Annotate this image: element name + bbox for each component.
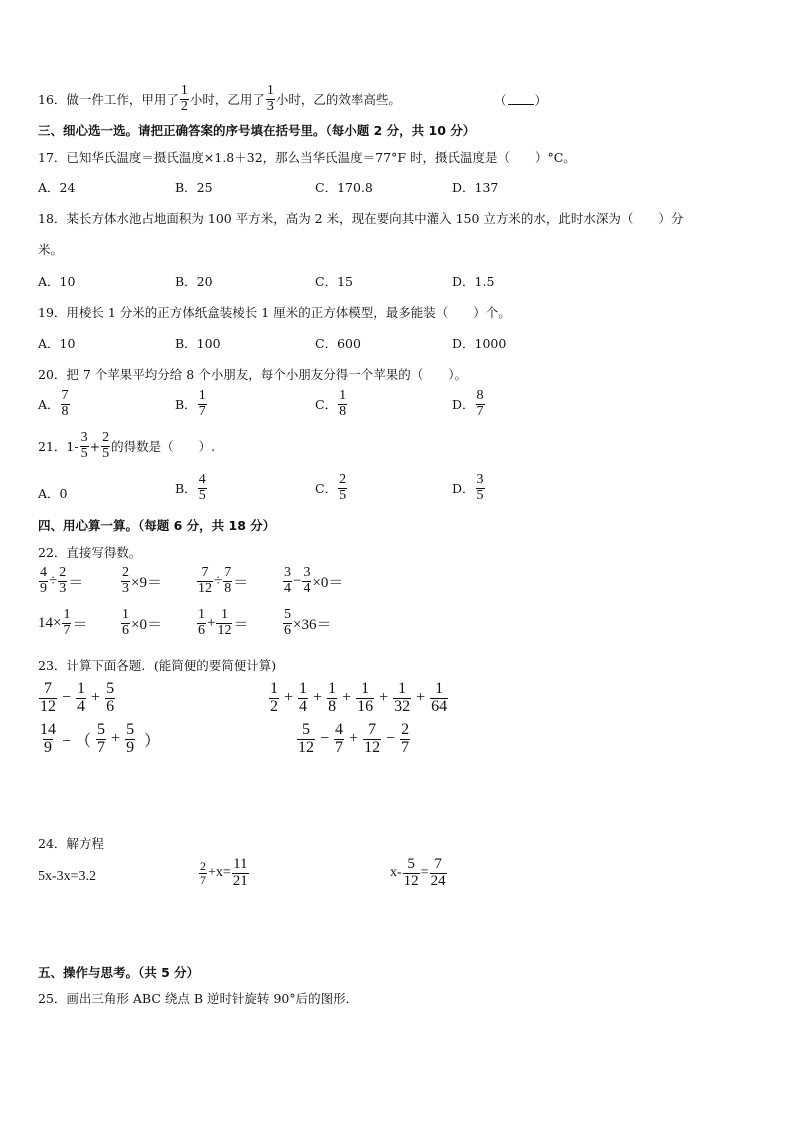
q22-expr-4: $\frac{3}{4}$ − $\frac{3}{4}$ ×0＝ bbox=[284, 565, 344, 596]
q19-option-d[interactable]: D．1000 bbox=[452, 336, 507, 351]
question-18-cont: 米。 bbox=[38, 242, 64, 257]
q19-option-a[interactable]: A．10 bbox=[38, 336, 76, 351]
q20-option-d[interactable]: D． $\frac{8}{7}$ bbox=[452, 388, 484, 419]
question-20: 20．把 7 个苹果平均分给 8 个小朋友，每个小朋友分得一个苹果的（ ）。 bbox=[38, 367, 467, 382]
q16-text-a: 16．做一件工作，甲用了 bbox=[38, 92, 179, 108]
q19-option-b[interactable]: B．100 bbox=[175, 336, 221, 351]
q17-option-d[interactable]: D．137 bbox=[452, 180, 499, 195]
section-3-heading: 三、细心选一选。请把正确答案的序号填在括号里。（每小题 2 分，共 10 分） bbox=[38, 123, 476, 138]
q17-option-a[interactable]: A．24 bbox=[38, 180, 76, 195]
q16-fraction-2: $\frac{1}{3}$ bbox=[266, 83, 274, 114]
q16-fraction-1: $\frac{1}{2}$ bbox=[180, 83, 188, 114]
section-5-heading: 五、操作与思考。（共 5 分） bbox=[38, 965, 200, 980]
question-23: 23．计算下面各题．(能简便的要简便计算) bbox=[38, 658, 277, 673]
question-22: 22．直接写得数。 bbox=[38, 545, 142, 560]
q21-option-d[interactable]: D． $\frac{3}{5}$ bbox=[452, 472, 484, 503]
q18-option-b[interactable]: B．20 bbox=[175, 274, 213, 289]
question-21: 21．1- $\frac{3}{5}$ + $\frac{2}{5}$ 的得数是（ ）. bbox=[38, 430, 216, 461]
q22-expr-7: $\frac{1}{6}$ + $\frac{1}{12}$ ＝ bbox=[198, 607, 249, 638]
question-24: 24．解方程 bbox=[38, 836, 104, 851]
q18-option-c[interactable]: C．15 bbox=[315, 274, 353, 289]
q16-text-b: 小时，乙用了 bbox=[189, 92, 265, 108]
q19-option-c[interactable]: C．600 bbox=[315, 336, 361, 351]
q17-option-b[interactable]: B．25 bbox=[175, 180, 213, 195]
q23-expr-4: $\frac{5}{12}$ − $\frac{4}{7}$ + $\frac{7}{12}$ − $\frac{2}{7}$ bbox=[298, 721, 410, 756]
question-19: 19．用棱长 1 分米的正方体纸盒装棱长 1 厘米的正方体模型，最多能装（ ）个。 bbox=[38, 305, 511, 320]
q22-expr-6: $\frac{1}{6}$ ×0＝ bbox=[122, 607, 162, 638]
q21-option-b[interactable]: B． $\frac{4}{5}$ bbox=[175, 472, 206, 503]
question-18: 18．某长方体水池占地面积为 100 平方米，高为 2 米，现在要向其中灌入 150 立方米的水，此时水深为（ ）分 bbox=[38, 211, 684, 226]
question-25: 25．画出三角形 ABC 绕点 B 逆时针旋转 90°后的图形． bbox=[38, 991, 359, 1006]
q16-text-c: 小时，乙的效率高些。 bbox=[275, 92, 401, 108]
q20-option-c[interactable]: C． $\frac{1}{8}$ bbox=[315, 388, 347, 419]
q22-expr-1: $\frac{4}{9}$ ÷ $\frac{2}{3}$ ＝ bbox=[40, 565, 84, 596]
q22-expr-5: 14× $\frac{1}{7}$ ＝ bbox=[38, 607, 88, 638]
q24-equation-3: x- $\frac{5}{12}$ = $\frac{7}{24}$ bbox=[390, 856, 446, 889]
q17-option-c[interactable]: C．170.8 bbox=[315, 180, 373, 195]
q22-expr-8: $\frac{5}{6}$ ×36＝ bbox=[284, 607, 332, 638]
q20-option-a[interactable]: A． $\frac{7}{8}$ bbox=[38, 388, 69, 419]
q24-equation-2: $\frac{2}{7}$ +x= $\frac{11}{21}$ bbox=[200, 856, 248, 889]
q20-option-b[interactable]: B． $\frac{1}{7}$ bbox=[175, 388, 206, 419]
q21-option-c[interactable]: C． $\frac{2}{5}$ bbox=[315, 472, 347, 503]
q21-option-a[interactable]: A．0 bbox=[38, 486, 68, 501]
q18-option-d[interactable]: D．1.5 bbox=[452, 274, 495, 289]
question-16 bbox=[38, 84, 401, 114]
q16-answer-blank[interactable]: （ ） bbox=[494, 93, 548, 108]
q24-equation-1: 5x-3x=3.2 bbox=[38, 869, 97, 884]
q22-expr-3: $\frac{7}{12}$ ÷ $\frac{7}{8}$ ＝ bbox=[198, 565, 249, 596]
question-17: 17．已知华氏温度＝摄氏温度×1.8＋32，那么当华氏温度＝77°F 时，摄氏温度是（ ）°C。 bbox=[38, 150, 576, 165]
section-4-heading: 四、用心算一算。（每题 6 分，共 18 分） bbox=[38, 518, 276, 533]
q23-expr-2: $\frac{1}{2}$ + $\frac{1}{4}$ + $\frac{1}{8}$ + $\frac{1}{16}$ + $\frac{1}{32}$ + $\frac{1}{64}$ bbox=[270, 680, 448, 715]
q22-expr-2: $\frac{2}{3}$ ×9＝ bbox=[122, 565, 162, 596]
q23-expr-1: $\frac{7}{12}$ − $\frac{1}{4}$ + $\frac{5}{6}$ bbox=[40, 680, 115, 715]
q18-option-a[interactable]: A．10 bbox=[38, 274, 76, 289]
q23-expr-3: $\frac{14}{9}$ − （ $\frac{5}{7}$ + $\frac{5}{9}$ ） bbox=[40, 721, 161, 756]
